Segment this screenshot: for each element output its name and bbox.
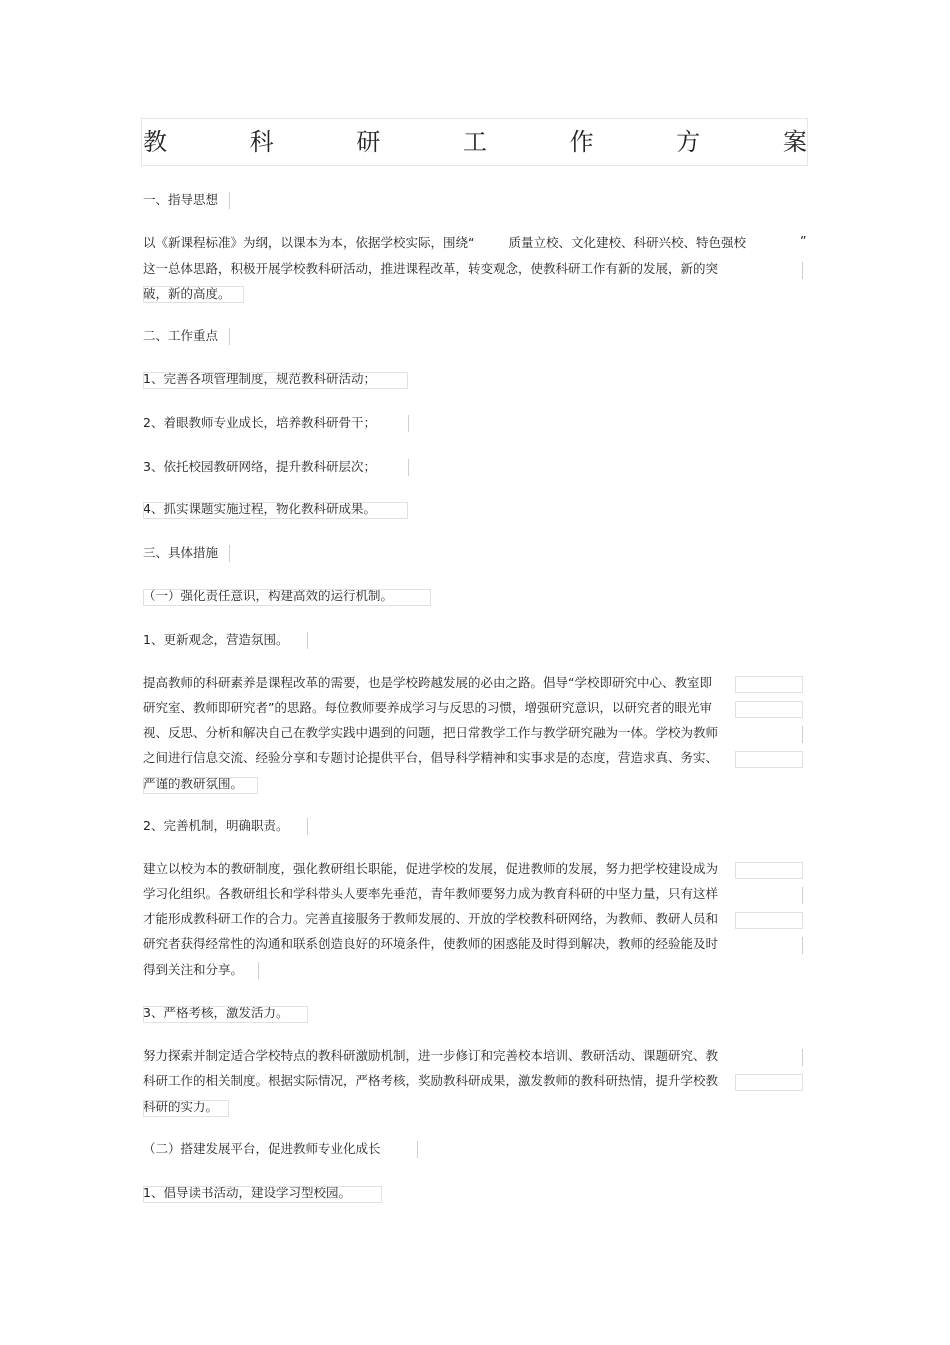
- line-marker: [408, 415, 409, 432]
- line-marker: [802, 937, 803, 954]
- text-frame: [143, 589, 431, 606]
- item-heading: 1、倡导读书活动，建设学习型校园。: [143, 1185, 351, 1200]
- section-heading: 一、指导思想: [143, 192, 219, 207]
- title-char: 作: [569, 128, 594, 156]
- line-marker: [802, 1049, 803, 1066]
- text-frame: [143, 1186, 382, 1203]
- paragraph-line: 得到关注和分享。: [143, 962, 244, 977]
- section-heading: 二、工作重点: [143, 328, 219, 343]
- text-run: 质量立校、文化建校、科研兴校、特色强校: [508, 235, 746, 250]
- text-frame: [735, 862, 803, 879]
- paragraph-line: 破，新的高度。: [143, 286, 231, 301]
- text-frame: [735, 701, 803, 718]
- title-char: 案: [782, 128, 807, 156]
- line-marker: [802, 887, 803, 904]
- paragraph-line: 视、反思、分析和解决自己在教学实践中遇到的问题，把日常教学工作与教学研究融为一体。学校为教师: [143, 725, 719, 740]
- text-run: 以《新课程标准》为纲，以课本为本，依据学校实际，围绕“: [143, 235, 475, 250]
- title-char: 研: [356, 128, 381, 156]
- line-marker: [258, 962, 259, 979]
- paragraph-line: [143, 235, 746, 251]
- paragraph-line: 研究室、教师即研究者”的思路。每位教师要养成学习与反思的习惯，增强研究意识，以研究者的眼光审: [143, 700, 712, 715]
- text-frame: [143, 372, 408, 389]
- document-title: [143, 128, 807, 156]
- line-marker: [802, 262, 803, 279]
- paragraph-line: 研究者获得经常性的沟通和联系创造良好的环境条件，使教师的困惑能及时得到解决，教师的经验能及时: [143, 936, 719, 951]
- line-marker: [229, 192, 230, 209]
- paragraph-line: 才能形成教科研工作的合力。完善直接服务于教师发展的、开放的学校教科研网络，为教师、教研人员和: [143, 911, 719, 926]
- text-frame: [143, 777, 258, 794]
- paragraph-line: 这一总体思路，积极开展学校教科研活动，推进课程改革，转变观念，使教科研工作有新的发展，新的突: [143, 261, 719, 276]
- paragraph-line: 努力探索并制定适合学校特点的教科研激励机制，进一步修订和完善校本培训、教研活动、课题研究、教: [143, 1048, 719, 1063]
- paragraph-line: 建立以校为本的教研制度，强化教研组长职能，促进学校的发展，促进教师的发展，努力把学校建设成为: [143, 861, 719, 876]
- paragraph-line: 科研工作的相关制度。根据实际情况，严格考核，奖励教科研成果，激发教师的教科研热情，提升学校教: [143, 1073, 719, 1088]
- subsection-heading: （一）强化责任意识，构建高效的运行机制。: [143, 588, 394, 603]
- title-char: 方: [676, 128, 701, 156]
- paragraph-line: ”: [800, 233, 807, 248]
- title-char: 科: [249, 128, 274, 156]
- title-char: 教: [143, 128, 167, 156]
- line-marker: [307, 818, 308, 835]
- line-marker: [229, 545, 230, 562]
- line-marker: [229, 328, 230, 345]
- list-item: 4、抓实课题实施过程，物化教科研成果。: [143, 501, 376, 516]
- item-heading: 1、更新观念，营造氛围。: [143, 632, 289, 647]
- item-heading: 3、严格考核，激发活力。: [143, 1005, 289, 1020]
- paragraph-line: 提高教师的科研素养是课程改革的需要，也是学校跨越发展的必由之路。倡导“学校即研究中心、教室即: [143, 675, 712, 690]
- text-frame: [143, 502, 408, 519]
- line-marker: [307, 632, 308, 649]
- paragraph-line: 学习化组织。各教研组长和学科带头人要率先垂范，青年教师要努力成为教育科研的中坚力量，只有这样: [143, 886, 719, 901]
- section-heading: 三、具体措施: [143, 545, 219, 560]
- line-marker: [417, 1141, 418, 1158]
- list-item: 3、依托校园教研网络，提升教科研层次；: [143, 459, 376, 474]
- subsection-heading: （二）搭建发展平台，促进教师专业化成长: [143, 1141, 381, 1156]
- title-char: 工: [462, 128, 487, 156]
- line-marker: [408, 459, 409, 476]
- text-frame: [735, 676, 803, 693]
- list-item: 2、着眼教师专业成长，培养教科研骨干；: [143, 415, 376, 430]
- line-marker: [802, 726, 803, 743]
- paragraph-line: 严谨的教研氛围。: [143, 776, 244, 791]
- paragraph-line: 科研的实力。: [143, 1099, 219, 1114]
- text-frame: [143, 1006, 308, 1023]
- text-frame: [735, 751, 803, 768]
- text-frame: [143, 286, 244, 303]
- list-item: 1、完善各项管理制度，规范教科研活动；: [143, 371, 376, 386]
- text-frame: [735, 912, 803, 929]
- paragraph-line: 之间进行信息交流、经验分享和专题讨论提供平台，倡导科学精神和实事求是的态度，营造求真、务实、: [143, 750, 719, 765]
- item-heading: 2、完善机制，明确职责。: [143, 818, 289, 833]
- text-frame: [735, 1074, 803, 1091]
- text-frame: [143, 1100, 229, 1117]
